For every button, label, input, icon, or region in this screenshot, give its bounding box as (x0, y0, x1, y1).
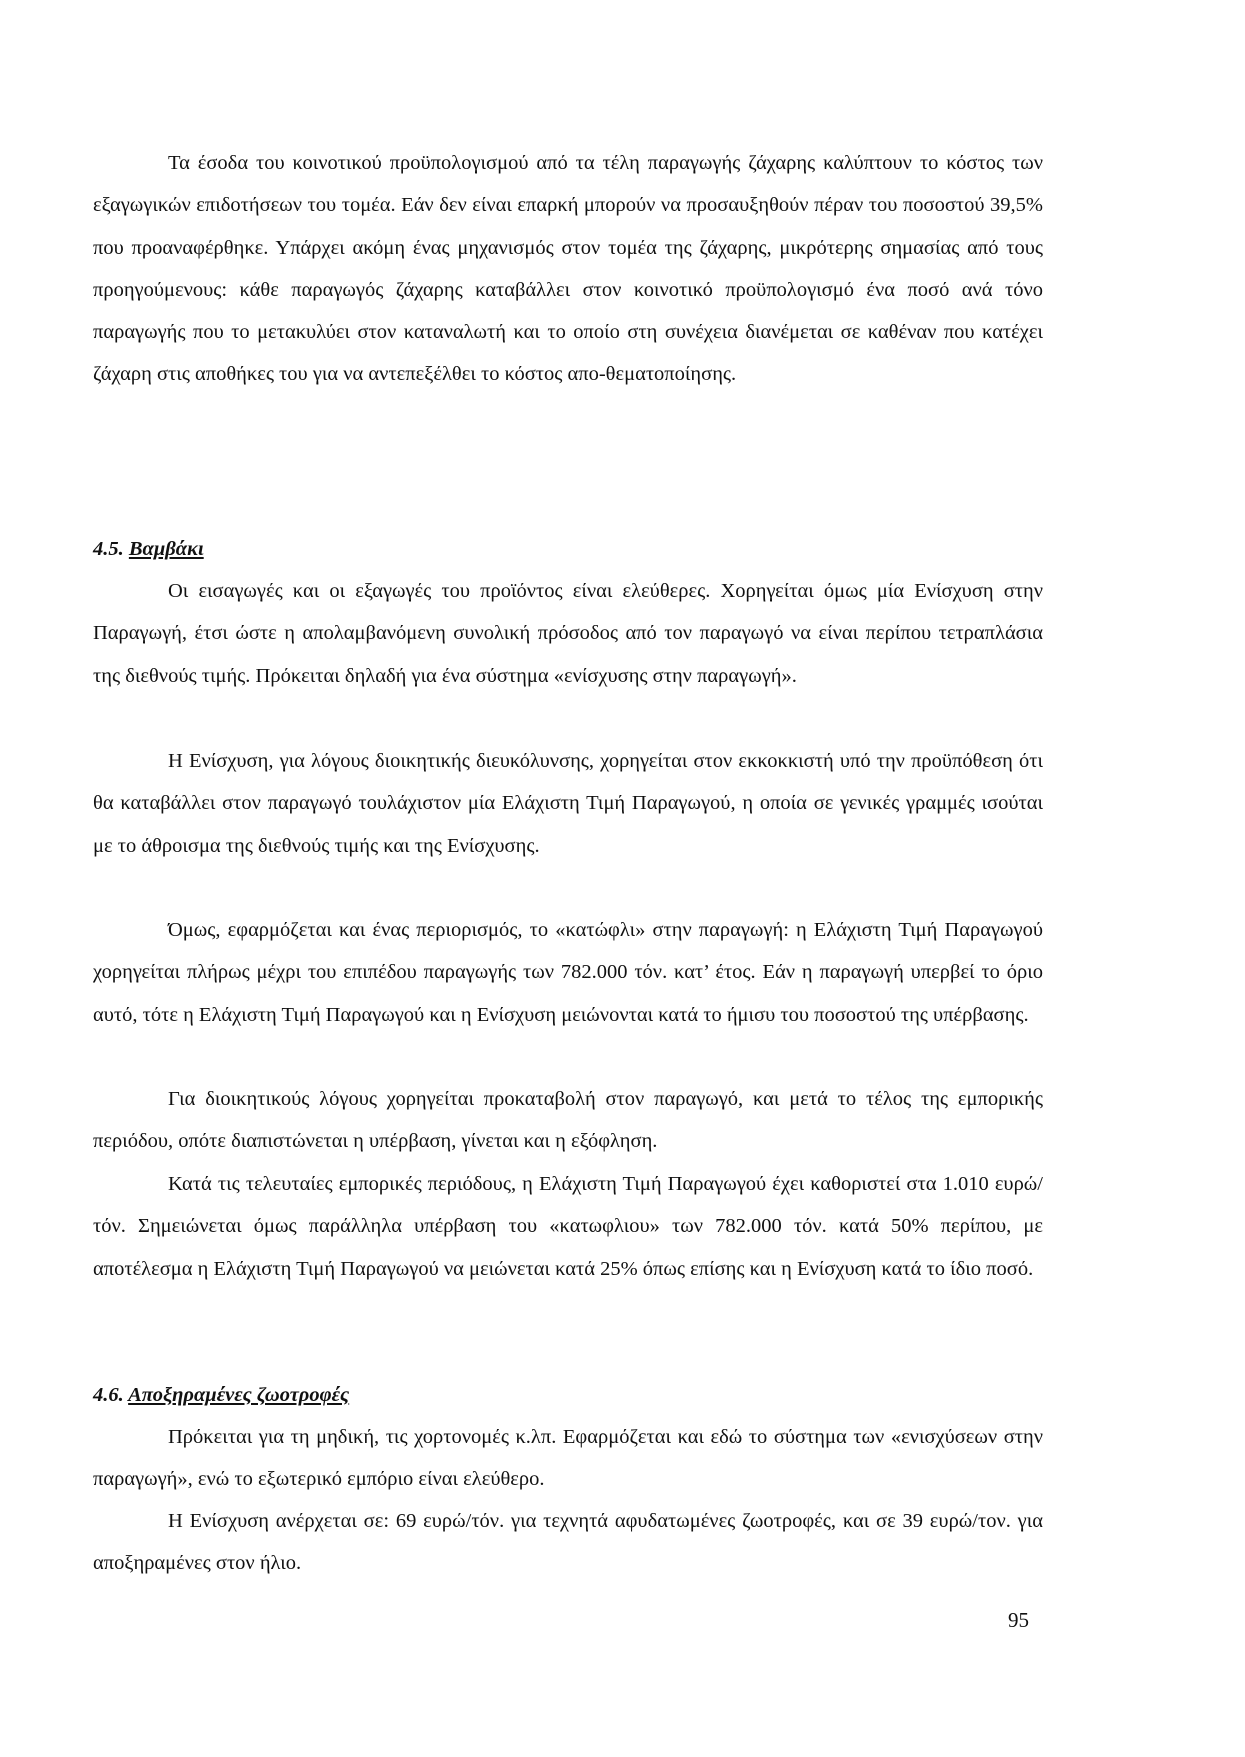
section-number: 4.6. (93, 1384, 124, 1406)
paragraph-cotton-threshold: Όμως, εφαρμόζεται και ένας περιορισμός, το «κατώφλι» στην παραγωγή: η Ελάχιστη Τιμή Παραγωγού χορηγείται πλήρως μέχρι του επιπέδου παραγωγής των 782.000 τόν. κατ’ έτος. Εάν η παραγωγή υπερβεί το όριο αυτό, τότε η Ελάχιστη Τιμή Παραγωγού και η Ενίσχυση μειώνονται κατά το ήμισυ του ποσοστού της υπέρβασης. (93, 919, 1043, 1026)
page-number: 95 (1008, 1608, 1029, 1632)
paragraph-sugar-budget: Τα έσοδα του κοινοτικού προϋπολογισμού από τα τέλη παραγωγής ζάχαρης καλύπτουν το κόστος των εξαγωγικών επιδοτήσεων του τομέα. Εάν δεν είναι επαρκή μπορούν να προσαυξηθούν πέραν του ποσοστού 39,5% που προαναφέρθηκε. Υπάρχει ακόμη ένας μηχανισμός στον τομέα της ζάχαρης, μικρότερης σημασίας από τους προηγούμενους: κάθε παραγωγός ζάχαρης καταβάλλει στον κοινοτικό προϋπολογισμό ένα ποσό ανά τόνο παραγωγής που το μετακυλύει στον καταναλωτή και το οποίο στη συνέχεια διανέμεται σε καθέναν που κατέχει ζάχαρη στις αποθήκες του για να αντεπεξέλθει το κόστος απο-θεματοποίησης. (93, 152, 1043, 386)
section-title: Βαμβάκι (128, 538, 204, 560)
paragraph-cotton-trade: Οι εισαγωγές και οι εξαγωγές του προϊόντος είναι ελεύθερες. Χορηγείται όμως μία Ενίσχυση στην Παραγωγή, έτσι ώστε η απολαμβανόμενη συνολική πρόσοδος από τον παραγωγό να είναι περίπου τετραπλάσια της διεθνούς τιμής. Πρόκειται δηλαδή για ένα σύστημα «ενίσχυσης στην παραγωγή». (93, 580, 1043, 687)
paragraph-fodder-system: Πρόκειται για τη μηδική, τις χορτονομές κ.λπ. Εφαρμόζεται και εδώ το σύστημα των «ενισχύσεων στην παραγωγή», ενώ το εξωτερικό εμπόριο είναι ελεύθερο. (93, 1426, 1043, 1491)
section-title: Αποξηραμένες ζωοτροφές (128, 1384, 350, 1406)
paragraph-cotton-price: Κατά τις τελευταίες εμπορικές περιόδους, η Ελάχιστη Τιμή Παραγωγού έχει καθοριστεί στα 1.010 ευρώ/τόν. Σημειώνεται όμως παράλληλα υπέρβαση του «κατωφλιου» των 782.000 τόν. κατά 50% περίπου, με αποτέλεσμα η Ελάχιστη Τιμή Παραγωγού να μειώνεται κατά 25% όπως επίσης και η Ενίσχυση κατά το ίδιο ποσό. (93, 1173, 1043, 1280)
section-number: 4.5. (93, 538, 124, 560)
paragraph-fodder-aid: Η Ενίσχυση ανέρχεται σε: 69 ευρώ/τόν. για τεχνητά αφυδατωμένες ζωοτροφές, και σε 39 ευρώ/τον. για αποξηραμένες στον ήλιο. (93, 1510, 1043, 1575)
section-heading-4-6 (93, 1374, 349, 1416)
section-heading-4-5 (93, 528, 204, 570)
paragraph-cotton-aid: Η Ενίσχυση, για λόγους διοικητικής διευκόλυνσης, χορηγείται στον εκκοκκιστή υπό την προϋπόθεση ότι θα καταβάλλει στον παραγωγό τουλάχιστον μία Ελάχιστη Τιμή Παραγωγού, η οποία σε γενικές γραμμές ισούται με το άθροισμα της διεθνούς τιμής και της Ενίσχυσης. (93, 750, 1043, 857)
paragraph-cotton-advance: Για διοικητικούς λόγους χορηγείται προκαταβολή στον παραγωγό, και μετά το τέλος της εμπορικής περιόδου, οπότε διαπιστώνεται η υπέρβαση, γίνεται και η εξόφληση. (93, 1088, 1043, 1153)
